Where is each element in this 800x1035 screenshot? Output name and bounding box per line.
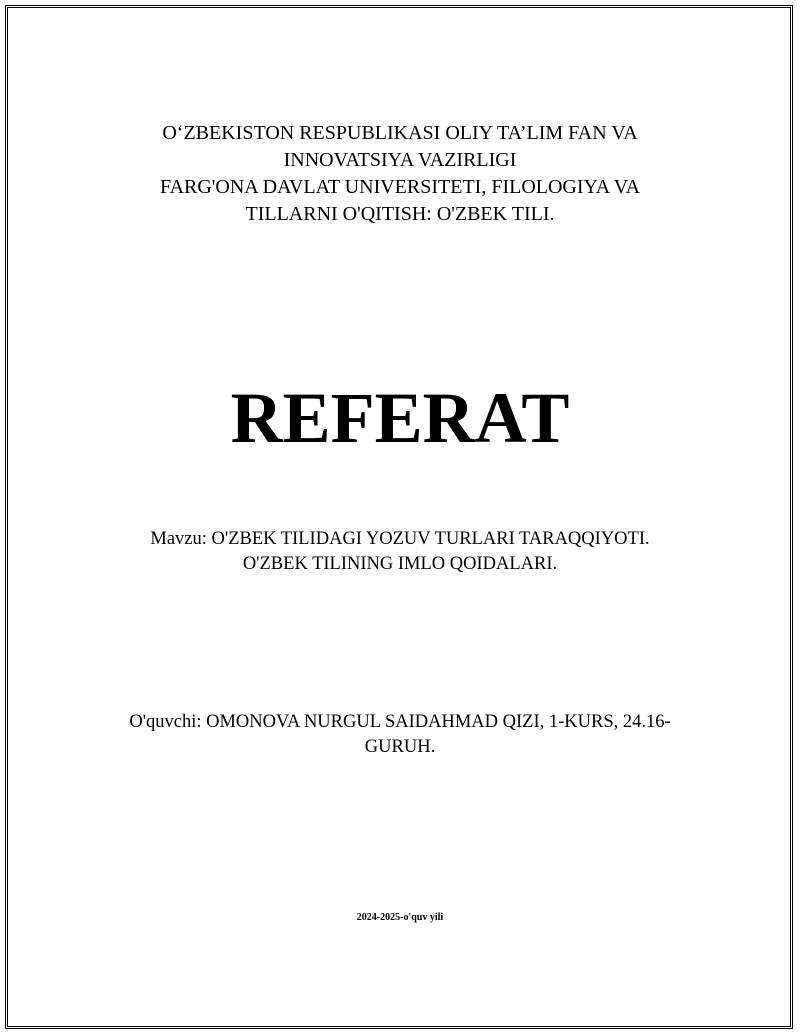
student-line-1: O'quvchi: OMONOVA NURGUL SAIDAHMAD QIZI, 1-KURS, 24.16- bbox=[129, 712, 671, 732]
institution-header bbox=[0, 120, 800, 228]
student-section bbox=[0, 710, 800, 760]
header-line-1: O‘ZBEKISTON RESPUBLIKASI OLIY TA’LIM FAN VA bbox=[162, 122, 638, 144]
topic-line-2: O'ZBEK TILINING IMLO QOIDALARI. bbox=[242, 554, 558, 574]
student-line-2: GURUH. bbox=[364, 737, 436, 757]
header-line-3: FARG'ONA DAVLAT UNIVERSITETI, FILOLOGIYA VA bbox=[159, 176, 641, 198]
topic-section bbox=[0, 527, 800, 577]
document-title: REFERAT bbox=[230, 378, 570, 458]
academic-year: 2024-2025-o'quv yili bbox=[356, 912, 444, 923]
header-line-4: TILLARNI O'QITISH: O'ZBEK TILI. bbox=[245, 203, 555, 225]
topic-line-1: Mavzu: O'ZBEK TILIDAGI YOZUV TURLARI TARAQQIYOTI. bbox=[150, 529, 650, 549]
header-line-2: INNOVATSIYA VAZIRLIGI bbox=[283, 149, 517, 171]
